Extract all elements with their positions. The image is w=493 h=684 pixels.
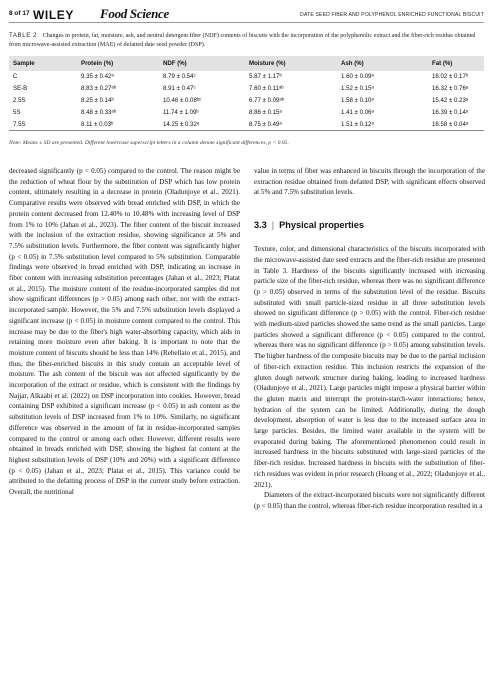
table-cell: 1.58 ± 0.10ᵃ xyxy=(341,96,374,104)
column-header: Protein (%) xyxy=(77,56,159,71)
body-paragraph: decreased significantly (p < 0.05) compared to the control. The reason might be the reduction of wheat flour by the substitution of DSP which has low protein content, ultimately resulting in a decrease in protein (Oladunjoye et al., 2021). Comparative results were observed with bread enriched with DSP, in which the protein content decreased from 12.40% to 10.48% with increasing level of DSP from 1% to 10% (Jahan et al., 2023). The fiber content of the biscuit increased with the inclusion of the extraction residue, showing significance at 5% and 7.5% substitution levels. Furthermore, the fiber content was significantly higher (p < 0.05) in 7.5% substitution level compared to 5% substitution. Comparable findings were observed in bread enriched with DSP, indicating an increase in fiber content with increasing substitution percentages (Jahan et al., 2023; Platat et al., 2015). The moisture content of the residue-incorporated samples did not show significant differences (p > 0.05) among each other, nor with the extract-incorporated sample. However, the 5% and 7.5% substitution levels displayed a significant increase (p < 0.05) in moisture content compared to the control. This increase may be due to the fiber's high water-absorbing capacity, which aids in retaining more moisture even after baking. It is important to note that the moisture content of biscuits should be less than 14% (Rebellato et al., 2015), and thus, the fiber-enriched biscuits in this study contain an acceptable level of moisture. The ash content of the biscuit was not affected significantly by the incorporation of the extract or residue, which is consistent with the findings by Najjar, Alkaabi et al. (2022) on DSP incorporation into cookies. However, bread containing DSP exhibited a significant increase (p < 0.05) in ash content as the substitution levels of DSP increased from 1% to 10%. Similarly, no significant difference was observed in the amount of fat in residue-incorporated samples compared to the control or among each other. However, different results were obtained in breads enriched with DSP, showing the highest fat content at the highest substitution levels of DSP (10% and 20%) with a significant difference (p < 0.05) (Jahan et al., 2023; Platat et al., 2015). This variance could be attributed to the defatting process of DSP in the current study before extraction. Overall, the nutritional xyxy=(9,167,240,497)
table-cell: 8.75 ± 0.49ᵃ xyxy=(245,118,337,130)
table-cell: 6.77 ± 0.09ᵃᵇ xyxy=(249,96,285,104)
table-cell: 7.5S xyxy=(9,118,77,130)
column-header: Ash (%) xyxy=(337,56,428,71)
table-row xyxy=(9,83,484,95)
table-cell: 5S xyxy=(13,108,21,116)
table-cell: 8.83 ± 0.27ᵃᵇ xyxy=(81,85,117,93)
table-cell: 2.5S xyxy=(13,96,26,104)
body-paragraph: value in terms of fiber was enhanced in biscuits through the incorporation of the extraction residue obtained from defatted DSP, with significant effects observed at 5% and 7.5% substitution levels. xyxy=(254,167,485,197)
table-caption-text: Changes in protein, fat, moisture, ash, and neutral detergent fiber (NDF) contents of biscuits with the incorporation of the polyphenolic extract and the fiber-rich residue obtained from microwave-assisted extraction (MAE) of defatted date seed powder (DSP). xyxy=(9,33,476,48)
table-row xyxy=(9,71,484,83)
table-caption xyxy=(9,32,481,49)
publisher-logo: WILEY xyxy=(33,8,74,22)
left-column xyxy=(9,166,240,498)
table-cell: SE-B xyxy=(13,85,28,93)
table-cell: 14.25 ± 0.32ᵃ xyxy=(159,118,245,130)
table-note: Note: Means ± SD are presented. Different lowercase superscript letters in a column denote significant differences, p < 0.05. xyxy=(9,140,289,146)
table-row xyxy=(9,95,484,107)
column-header: Sample xyxy=(9,56,77,71)
table-cell: 1.60 ± 0.09ᵃ xyxy=(341,73,374,81)
right-column xyxy=(254,166,485,512)
table-header-row xyxy=(9,56,484,71)
page-number: 8 of 17 xyxy=(9,10,30,17)
page-header xyxy=(9,7,484,21)
data-table xyxy=(9,56,484,131)
table-row xyxy=(9,106,484,118)
table-cell: 16.39 ± 0.14ᵃ xyxy=(432,108,469,116)
table-cell: 8.91 ± 0.47ᶜ xyxy=(163,85,196,93)
table-cell: 7.60 ± 0.11ᵃᵇ xyxy=(249,85,284,93)
table-cell: 8.79 ± 0.54ᶜ xyxy=(163,73,196,81)
body-paragraph: Diameters of the extract-incorporated biscuits were not significantly different (p < 0.05) than the control, whereas fiber-rich residue incorporation resulted in a xyxy=(254,491,485,510)
table-cell: 8.48 ± 0.33ᵃᵇ xyxy=(81,108,117,116)
table-cell: 16.58 ± 0.04ᵃ xyxy=(428,118,484,130)
table-cell: 8.11 ± 0.03ᵇ xyxy=(77,118,159,130)
journal-logo: Food Science xyxy=(100,6,169,21)
section-divider: | xyxy=(271,220,275,231)
column-header: Moisture (%) xyxy=(245,56,337,71)
table-cell: 1.52 ± 0.15ᵃ xyxy=(341,85,374,93)
table-cell: 16.02 ± 0.17ᵇ xyxy=(432,73,469,81)
table-cell: 8.25 ± 0.14ᵇ xyxy=(81,96,114,104)
table-cell: 16.32 ± 0.76ᵃ xyxy=(432,85,469,93)
section-heading xyxy=(254,219,485,231)
table-cell: 1.41 ± 0.06ᵃ xyxy=(341,108,374,116)
table-cell: 15.42 ± 0.23ᵃ xyxy=(432,96,469,104)
column-header: NDF (%) xyxy=(159,56,245,71)
section-title: Physical properties xyxy=(279,220,364,231)
running-title: DATE SEED FIBER AND POLYPHENOL ENRICHED FUNCTIONAL BISCUIT xyxy=(300,12,484,18)
table-label: TABLE 2 xyxy=(9,32,38,39)
section-number: 3.3 xyxy=(254,220,267,231)
table-cell: 5.87 ± 1.17ᵇ xyxy=(249,73,282,81)
header-rule xyxy=(9,22,484,23)
table-cell: 11.74 ± 1.09ᵇ xyxy=(163,108,199,116)
table-cell: 1.51 ± 0.12ᵃ xyxy=(337,118,428,130)
column-header: Fat (%) xyxy=(428,56,484,71)
table-cell: 9.35 ± 0.42ᵃ xyxy=(81,73,114,81)
table-cell: 8.86 ± 0.15ᵃ xyxy=(249,108,282,116)
table-row xyxy=(9,118,484,130)
table-cell: 10.46 ± 0.08ᵇᶜ xyxy=(163,96,202,104)
body-paragraph: Texture, color, and dimensional characteristics of the biscuits incorporated with the microwave-assisted date seed extracts and the fiber-rich residue are presented in Table 3. Hardness of the biscuits significantly increased with increasing particle size of the fiber-rich residue, whereas there was no significant difference (p > 0.05) observed in terms of the substitution level of the residue. Biscuits substituted with small particle-sized residue in all three substitution levels showed no significant difference (p > 0.05) with the control. Fiber-rich residue with medium-sized particles showed the same trend as the small particles. Large particles showed a significant difference (p < 0.05) compared to the control, whereas there was no significant difference (p > 0.05) among substitution levels. The higher hardness of the composite biscuits may be due to the partial inclusion of fiber-rich extraction residue. This inclusion restricts the expansion of the gluten dough network structure during baking, leading to increased hardness (Oladunjoye et al., 2021). Large particles might impose a physical barrier within the gluten matrix and interrupt the protein-starch-water interactions; hence, hydration of the system can be limited. Additionally, during the dough development, absorption of water is less due to the increased surface area in large particles. Besides, the limited water available in the system will be evaporated during baking. The aforementioned phenomenon could result in increased hardness in the biscuits substituted with large-sized particles of the fiber-rich residue. Increased hardness in biscuits with the substitution of fiber-rich residues was evident in prior research (Hoang et al., 2022; Oladunjoye et al., 2021). xyxy=(254,245,485,489)
table-cell: C xyxy=(13,73,18,81)
